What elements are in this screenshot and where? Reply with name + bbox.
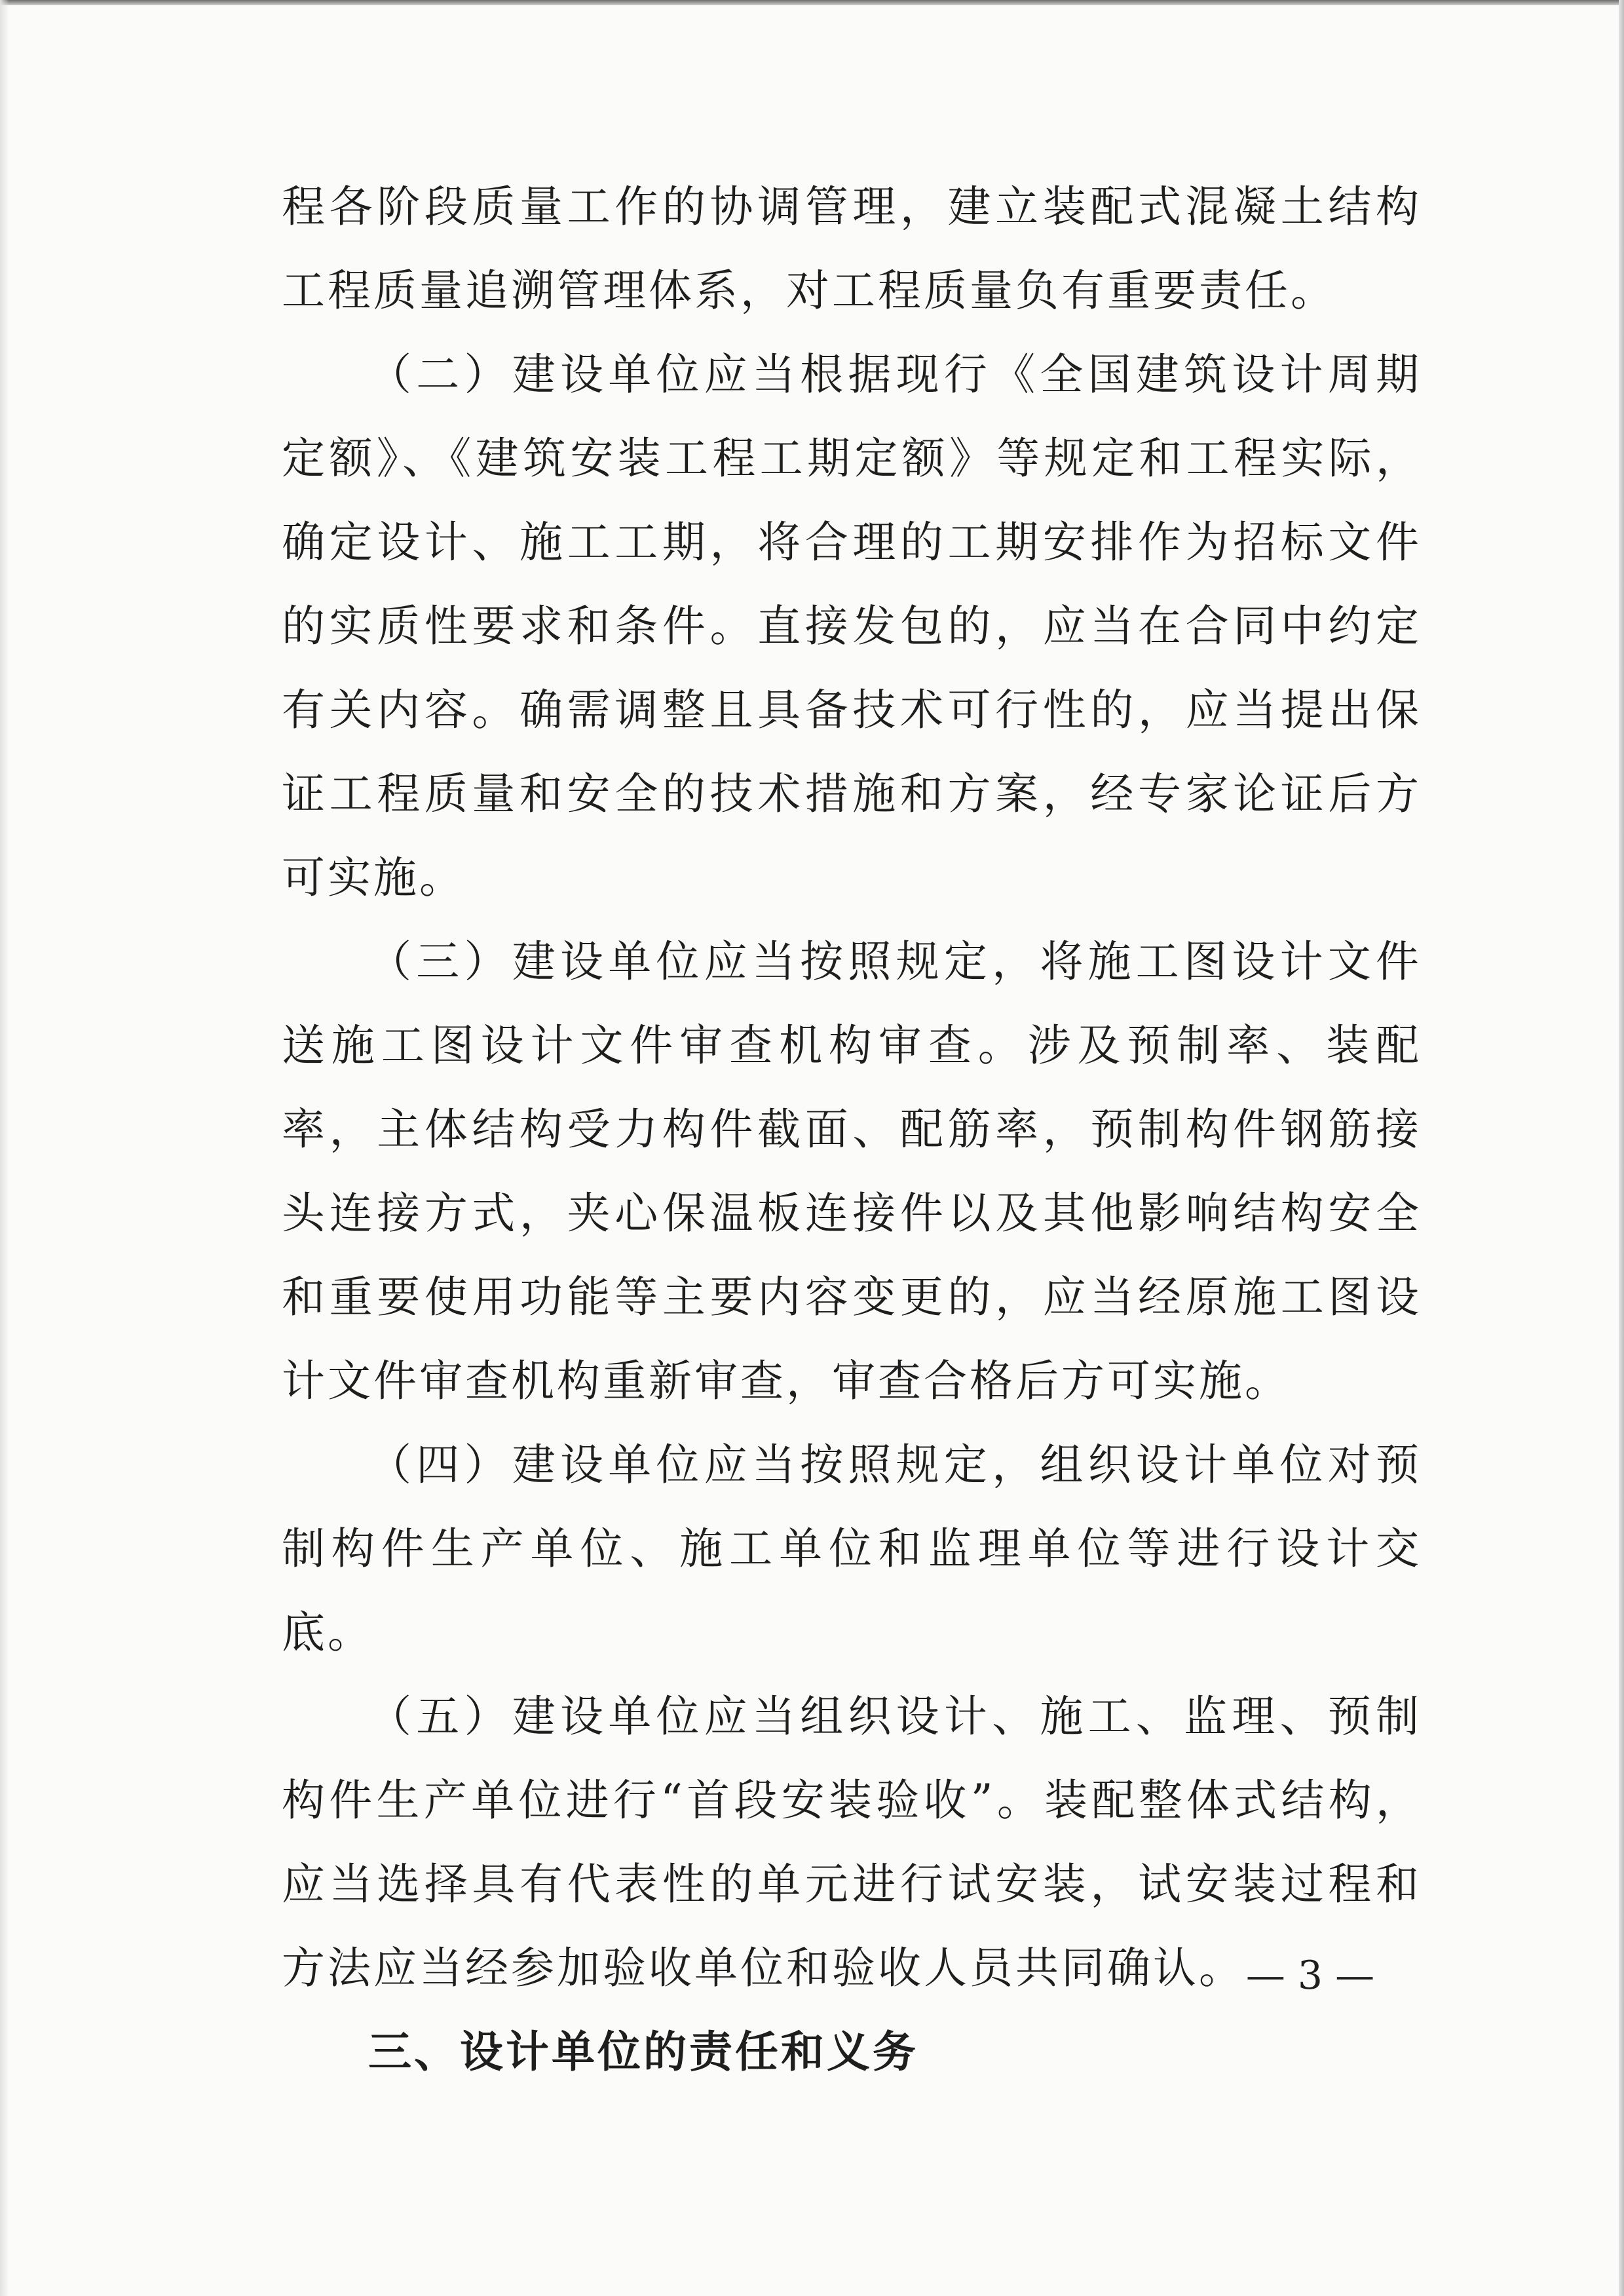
- page-number: — 3 —: [1245, 1953, 1375, 1999]
- scan-right-edge: [1619, 0, 1624, 2296]
- paragraph-item-3: （三）建设单位应当按照规定，将施工图设计文件送施工图设计文件审查机构审查。涉及预制率、装配率，主体结构受力构件截面、配筋率，预制构件钢筋接头连接方式，夹心保温板连接件以及其他影响结构安全和重要使用功能等主要内容变更的，应当经原施工图设计文件审查机构重新审查，审查合格后方可实施。: [282, 936, 1422, 1406]
- body-text: [282, 165, 1422, 2094]
- scan-top-edge: [0, 0, 1624, 5]
- paragraph-item-4: （四）建设单位应当按照规定，组织设计单位对预制构件生产单位、施工单位和监理单位等进行设计交底。: [282, 1440, 1422, 1658]
- paragraph-continuation: 程各阶段质量工作的协调管理，建立装配式混凝土结构工程质量追溯管理体系，对工程质量负有重要责任。: [282, 182, 1422, 316]
- section-heading: 三、设计单位的责任和义务: [368, 2027, 918, 2077]
- paragraph-item-2: （二）建设单位应当根据现行《全国建筑设计周期定额》、《建筑安装工程工期定额》等规定和工程实际，确定设计、施工工期，将合理的工期安排作为招标文件的实质性要求和条件。直接发包的，应当在合同中约定有关内容。确需调整且具备技术可行性的，应当提出保证工程质量和安全的技术措施和方案，经专家论证后方可实施。: [282, 349, 1422, 903]
- scan-left-shade: [0, 0, 9, 2296]
- paragraph-item-5: （五）建设单位应当组织设计、施工、监理、预制构件生产单位进行“首段安装验收”。装配整体式结构，应当选择具有代表性的单元进行试安装，试安装过程和方法应当经参加验收单位和验收人员共同确认。: [282, 1691, 1422, 1993]
